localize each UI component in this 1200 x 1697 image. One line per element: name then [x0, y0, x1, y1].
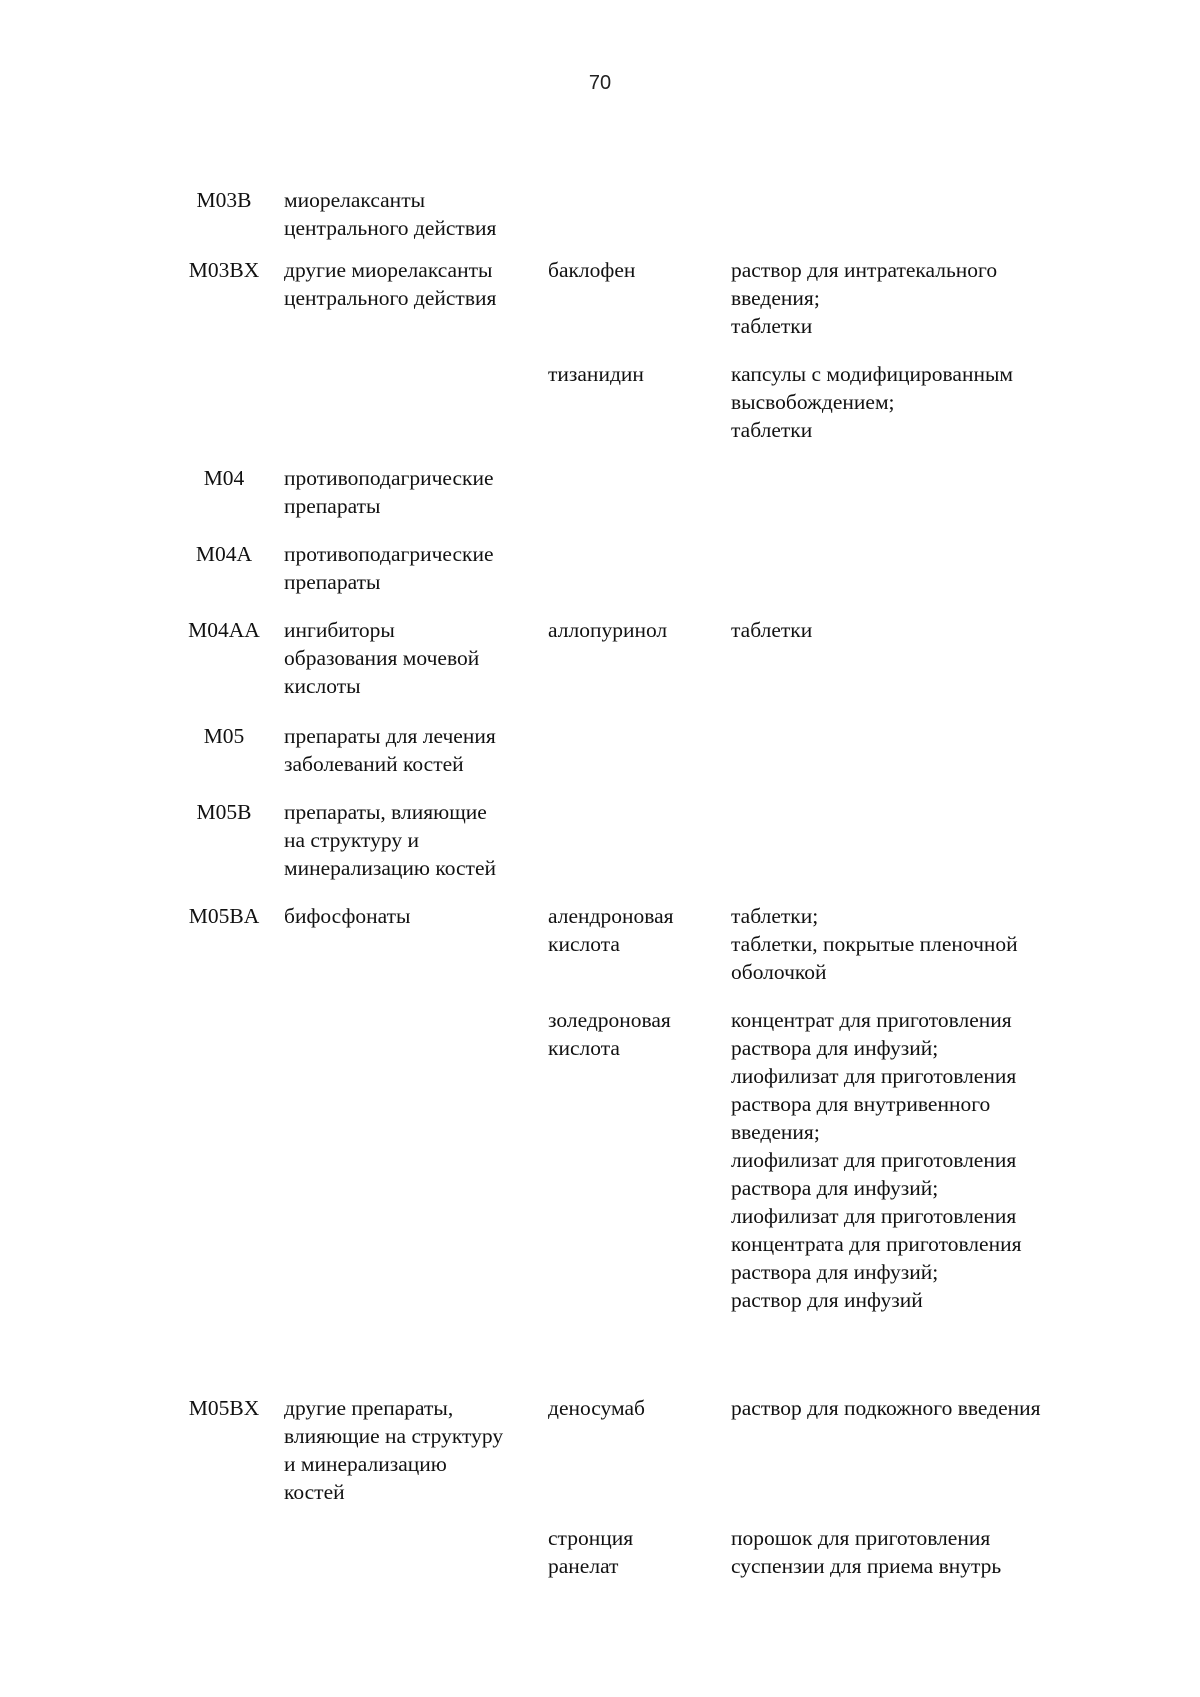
atc-group: противоподагрические препараты	[284, 466, 494, 518]
atc-group: препараты, влияющие на структуру и минерализацию костей	[284, 800, 496, 880]
table-row	[0, 256, 1200, 360]
atc-group: препараты для лечения заболеваний костей	[284, 724, 496, 776]
dosage-form: таблетки	[731, 618, 813, 642]
atc-code: M03B	[196, 188, 252, 212]
atc-code: M05BA	[188, 904, 260, 928]
table-row	[0, 360, 1200, 464]
table-row	[0, 1524, 1200, 1604]
table-row	[0, 616, 1200, 722]
atc-group: ингибиторы образования мочевой кислоты	[284, 618, 480, 698]
table-row	[0, 722, 1200, 798]
atc-code: M04AA	[188, 618, 260, 642]
atc-code: M05B	[196, 800, 252, 824]
table-row	[0, 798, 1200, 902]
drug-name: деносумаб	[548, 1396, 645, 1420]
table-row	[0, 902, 1200, 1006]
dosage-form: таблетки; таблетки, покрытые пленочной оболочкой	[731, 904, 1018, 984]
atc-group: противоподагрические препараты	[284, 542, 494, 594]
drug-name: стронция ранелат	[548, 1526, 634, 1578]
atc-code: M03BX	[188, 258, 260, 282]
atc-code: M04	[203, 466, 245, 490]
atc-code: M05	[203, 724, 245, 748]
drug-name: тизанидин	[548, 362, 644, 386]
atc-group: другие препараты, влияющие на структуру и минерализацию костей	[284, 1396, 504, 1504]
atc-group: бифосфонаты	[284, 904, 411, 928]
table-row	[0, 1006, 1200, 1394]
atc-code: M05BX	[188, 1396, 260, 1420]
drug-table	[0, 186, 1200, 1604]
dosage-form: раствор для интратекального введения; таблетки	[731, 258, 998, 338]
drug-name: аллопуринол	[548, 618, 668, 642]
page-number: 70	[588, 72, 612, 94]
atc-group: миорелаксанты центрального действия	[284, 188, 497, 240]
drug-name: золедроновая кислота	[548, 1008, 671, 1060]
atc-code: M04A	[195, 542, 253, 566]
dosage-form: раствор для подкожного введения	[731, 1396, 1041, 1420]
dosage-form: капсулы с модифицированным высвобождением; таблетки	[731, 362, 1014, 442]
table-row	[0, 464, 1200, 540]
dosage-form: концентрат для приготовления раствора для инфузий; лиофилизат для приготовления раствора для внутривенного введения; лиофилизат для приготовления раствора для инфузий; лиофилизат для приготовления концентрата для приготовления раствора для инфузий; раствор для инфузий	[731, 1008, 1022, 1312]
dosage-form: порошок для приготовления суспензии для приема внутрь	[731, 1526, 1002, 1578]
drug-name: алендроновая кислота	[548, 904, 674, 956]
table-row	[0, 1394, 1200, 1524]
drug-name: баклофен	[548, 258, 636, 282]
table-row	[0, 540, 1200, 616]
table-row	[0, 186, 1200, 256]
atc-group: другие миорелаксанты центрального действия	[284, 258, 497, 310]
